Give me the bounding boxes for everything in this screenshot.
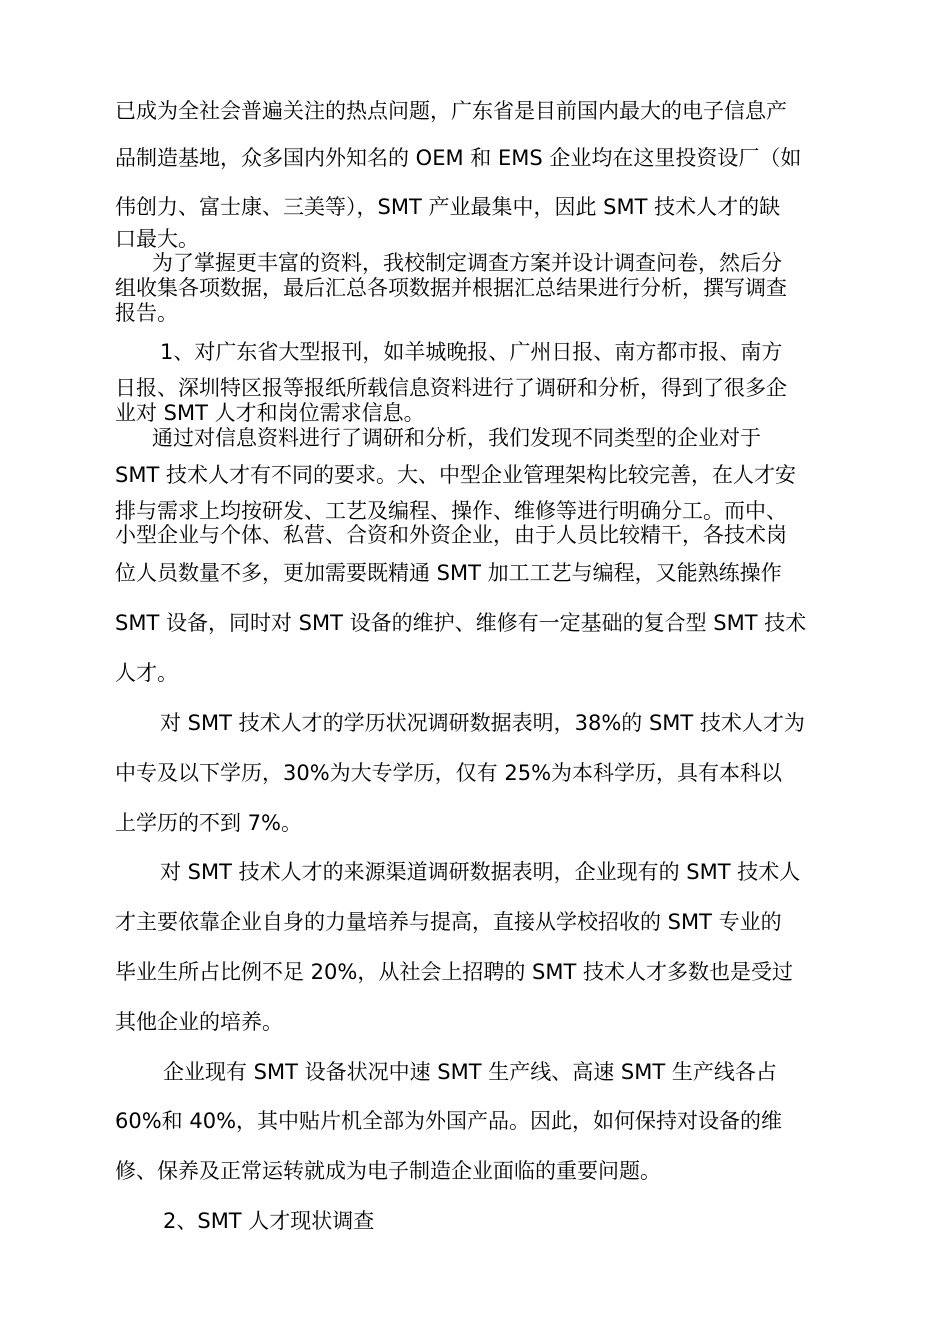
text-line: 60%和 40%，其中贴片机全部为外国产品。因此，如何保持对设备的维 [115,1109,783,1133]
text-line: 对 SMT 技术人才的来源渠道调研数据表明，企业现有的 SMT 技术人 [160,860,801,884]
text-line: 毕业生所占比例不足 20%，从社会上招聘的 SMT 技术人才多数也是受过 [115,960,793,984]
text-line: 才主要依靠企业自身的力量培养与提高，直接从学校招收的 SMT 专业的 [115,910,782,934]
text-line: 修、保养及正常运转就成为电子制造企业面临的重要问题。 [115,1159,661,1183]
text-line: 报告。 [115,301,178,325]
text-line: 中专及以下学历，30%为大专学历，仅有 25%为本科学历，具有本科以 [115,761,783,785]
text-line: 日报、深圳特区报等报纸所载信息资料进行了调研和分析，得到了很多企 [115,376,787,400]
text-line: 1、对广东省大型报刊，如羊城晚报、广州日报、南方都市报、南方 [160,340,783,364]
text-line: 口最大。 [115,227,199,251]
text-line: 企业现有 SMT 设备状况中速 SMT 生产线、高速 SMT 生产线各占 [163,1060,777,1084]
section-heading: 2、SMT 人才现状调查 [163,1209,375,1233]
text-line: 人才。 [115,661,178,685]
text-line: 小型企业与个体、私营、合资和外资企业，由于人员比较精干，各技术岗 [115,523,787,547]
text-line: 对 SMT 技术人才的学历状况调研数据表明，38%的 SMT 技术人才为 [160,711,805,735]
text-line: 其他企业的培养。 [115,1010,283,1034]
text-line: SMT 设备，同时对 SMT 设备的维护、维修有一定基础的复合型 SMT 技术 [115,611,807,635]
text-line: 已成为全社会普遍关注的热点问题，广东省是目前国内最大的电子信息产 [115,99,787,123]
text-line: 组收集各项数据，最后汇总各项数据并根据汇总结果进行分析，撰写调查 [115,276,787,300]
text-line: SMT 技术人才有不同的要求。大、中型企业管理架构比较完善，在人才安 [115,463,796,487]
text-line: 为了掌握更丰富的资料，我校制定调查方案并设计调查问卷，然后分 [152,251,782,275]
text-line: 业对 SMT 人才和岗位需求信息。 [115,401,425,425]
text-line: 位人员数量不多，更加需要既精通 SMT 加工工艺与编程，又能熟练操作 [115,561,782,585]
text-line: 通过对信息资料进行了调研和分析，我们发现不同类型的企业对于 [152,426,761,450]
text-line: 排与需求上均按研发、工艺及编程、操作、维修等进行明确分工。而中、 [115,499,787,523]
text-line: 上学历的不到 7%。 [115,811,302,835]
text-line: 伟创力、富士康、三美等），SMT 产业最集中，因此 SMT 技术人才的缺 [115,195,781,219]
text-line: 品制造基地，众多国内外知名的 OEM 和 EMS 企业均在这里投资设厂（如 [115,146,802,170]
